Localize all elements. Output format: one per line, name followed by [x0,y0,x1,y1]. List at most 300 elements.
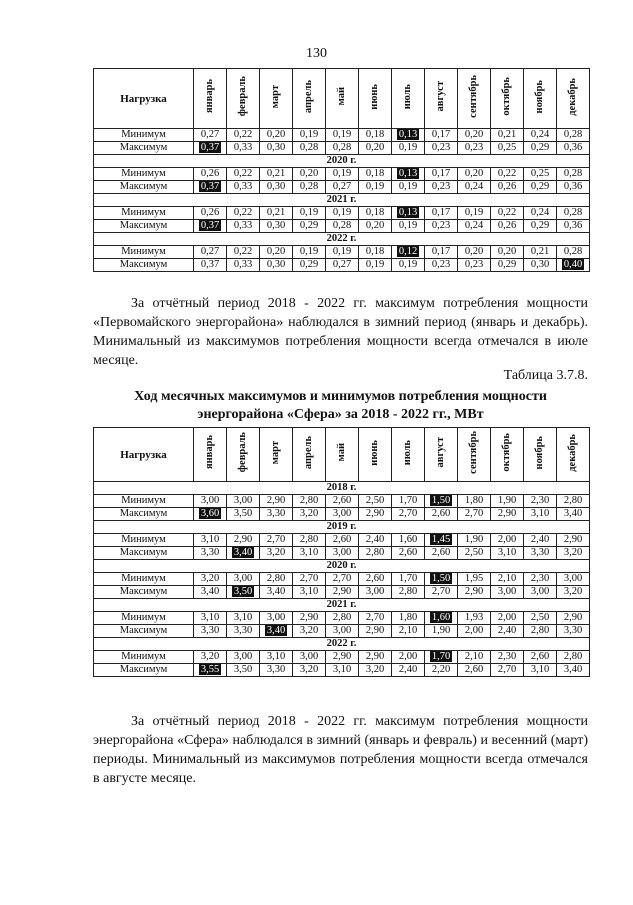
table-cell: 3,20 [293,664,326,677]
table-cell: 0,19 [326,207,359,220]
year-label: 2021 г. [94,194,590,207]
header-month [524,428,557,482]
table-header-row [94,69,590,129]
highlighted-value: 0,12 [398,246,418,257]
table-cell: 0,25 [524,168,557,181]
table-cell: 3,40 [194,586,227,599]
table-cell: 3,00 [260,612,293,625]
table-cell: 0,19 [326,168,359,181]
table-cell: 0,24 [458,181,491,194]
row-label: Минимум [94,534,194,547]
table-cell: 0,28 [326,220,359,233]
table-cell: 0,24 [458,220,491,233]
table-cell: 3,30 [260,664,293,677]
year-row [94,638,590,651]
header-month [392,428,425,482]
table-cell: 2,80 [524,625,557,638]
header-month [194,428,227,482]
table-cell: 2,90 [557,612,590,625]
table-cell: 2,60 [425,547,458,560]
table-cell: 2,10 [491,573,524,586]
table-cell [260,625,293,638]
table-number: Таблица 3.7.8. [503,368,588,383]
table-row [94,586,590,599]
table-cell: 2,70 [326,573,359,586]
table-cell: 2,50 [524,612,557,625]
table-cell: 2,50 [359,495,392,508]
table-cell: 3,20 [260,547,293,560]
table-cell: 0,22 [227,168,260,181]
table-row [94,142,590,155]
table-cell: 0,28 [293,142,326,155]
table-cell: 0,19 [392,259,425,272]
month-label: сентябрь [468,431,479,474]
table-cell: 0,23 [425,181,458,194]
table-cell: 0,26 [194,168,227,181]
header-month [425,69,458,129]
highlighted-value: 3,40 [233,547,253,558]
table-cell [557,259,590,272]
table-cell: 2,90 [359,508,392,521]
year-row [94,233,590,246]
month-label: апрель [303,79,314,114]
year-row [94,560,590,573]
table-cell: 2,80 [326,612,359,625]
table-cell: 0,17 [425,246,458,259]
table-cell: 3,40 [557,508,590,521]
table-cell: 3,00 [326,547,359,560]
year-row [94,194,590,207]
table-cell: 2,00 [458,625,491,638]
table-cell: 0,28 [326,142,359,155]
table-cell: 2,40 [392,664,425,677]
header-month [227,428,260,482]
table-cell: 3,10 [293,547,326,560]
table-cell: 0,21 [524,246,557,259]
table-cell: 2,90 [491,508,524,521]
table-cell: 2,90 [326,651,359,664]
table-cell: 0,28 [293,181,326,194]
table-cell: 3,10 [524,664,557,677]
highlighted-value: 1,70 [431,651,451,662]
table-cell: 2,30 [524,495,557,508]
table-cell: 0,17 [425,129,458,142]
table-cell [392,207,425,220]
header-month [293,428,326,482]
table-row [94,246,590,259]
highlighted-value: 0,37 [200,181,220,192]
table-cell: 3,10 [293,586,326,599]
month-label: октябрь [501,433,512,472]
table-cell: 0,21 [260,207,293,220]
table-cell: 3,00 [227,495,260,508]
table-row [94,220,590,233]
row-label: Максимум [94,181,194,194]
month-label: июль [402,439,413,466]
table-row [94,547,590,560]
year-label: 2019 г. [94,521,590,534]
table-cell: 2,80 [260,573,293,586]
table-cell: 2,60 [359,573,392,586]
table-cell: 0,19 [392,181,425,194]
table-title: Ход месячных максимумов и минимумов потребления мощности энергорайона «Сфера» за 2018 - 2022 гг., МВт [134,389,547,422]
table-cell [194,142,227,155]
table-cell: 2,70 [458,508,491,521]
year-row [94,482,590,495]
table-cell: 0,36 [557,181,590,194]
table-cell: 3,00 [326,508,359,521]
table-cell: 0,29 [524,220,557,233]
table-row [94,612,590,625]
table-pervomaisky [93,68,590,272]
table-cell: 0,20 [359,142,392,155]
table-cell: 0,33 [227,259,260,272]
table-cell: 1,70 [392,573,425,586]
table-cell: 0,20 [293,168,326,181]
table-row [94,664,590,677]
table-row [94,625,590,638]
table-cell: 3,30 [557,625,590,638]
table-cell: 3,10 [227,612,260,625]
row-label: Минимум [94,612,194,625]
table-cell: 1,90 [491,495,524,508]
table-cell [425,651,458,664]
table-cell: 0,19 [326,246,359,259]
table-cell: 0,20 [458,246,491,259]
table-cell: 2,60 [326,495,359,508]
highlighted-value: 0,37 [200,142,220,153]
highlighted-value: 0,13 [398,129,418,140]
year-label: 2021 г. [94,599,590,612]
paragraph-sfera: За отчётный период 2018 - 2022 гг. максимум потребления мощности энергорайона «Сфера» наблюдался в зимний (январь и февраль) и весенний (март) периоды. Минимальный из максимумов потребления мощности всегда отмечался в августе месяце. [93,714,588,786]
table-cell: 0,17 [425,168,458,181]
highlighted-value: 0,13 [398,168,418,179]
table-cell: 0,18 [359,207,392,220]
table-cell: 2,20 [425,664,458,677]
header-month [260,69,293,129]
table-cell: 0,26 [491,220,524,233]
month-label: сентябрь [468,75,479,118]
table-cell [392,168,425,181]
table-cell: 1,80 [392,612,425,625]
table-cell: 0,30 [260,259,293,272]
table-cell: 3,20 [194,573,227,586]
table-cell: 3,30 [194,547,227,560]
table-cell: 3,40 [557,664,590,677]
table-cell: 0,26 [194,207,227,220]
table-cell [425,534,458,547]
table-cell: 0,19 [293,207,326,220]
table-cell: 2,80 [359,547,392,560]
table-cell [194,220,227,233]
table-cell: 2,90 [260,495,293,508]
table-sfera [93,427,590,677]
table-cell: 3,20 [557,547,590,560]
table-cell [425,495,458,508]
highlighted-value: 3,60 [200,508,220,519]
table-row [94,534,590,547]
table-cell: 0,19 [293,246,326,259]
table-cell: 0,19 [392,142,425,155]
table-cell: 2,90 [326,586,359,599]
table-cell: 0,18 [359,129,392,142]
table-cell: 3,00 [326,625,359,638]
highlighted-value: 3,40 [266,625,286,636]
month-label: май [336,443,347,462]
table-cell: 0,21 [260,168,293,181]
table-cell: 3,00 [524,586,557,599]
table-cell: 3,20 [194,651,227,664]
table-row [94,573,590,586]
table-cell: 0,30 [524,259,557,272]
row-label: Минимум [94,246,194,259]
table-cell: 2,60 [425,508,458,521]
table-cell: 2,10 [458,651,491,664]
header-month [557,69,590,129]
table-cell: 1,93 [458,612,491,625]
table-cell: 3,00 [557,573,590,586]
month-label: август [435,81,446,112]
header-month [326,69,359,129]
table-cell: 0,20 [260,246,293,259]
row-label: Максимум [94,220,194,233]
table-cell [425,573,458,586]
table-cell: 1,70 [392,495,425,508]
header-month [260,428,293,482]
table-cell: 2,70 [359,612,392,625]
table-cell: 1,95 [458,573,491,586]
page-number: 130 [306,46,327,61]
table-cell: 3,50 [227,664,260,677]
table-cell: 0,21 [491,129,524,142]
year-label: 2018 г. [94,482,590,495]
row-label: Минимум [94,168,194,181]
highlighted-value: 0,13 [398,207,418,218]
table-cell [194,664,227,677]
month-label: март [270,84,281,109]
table-cell: 2,80 [557,651,590,664]
year-label: 2020 г. [94,560,590,573]
row-label: Минимум [94,495,194,508]
year-label: 2022 г. [94,638,590,651]
table-cell: 0,20 [491,246,524,259]
row-label: Максимум [94,547,194,560]
table-cell: 0,23 [425,220,458,233]
table-row [94,651,590,664]
table-cell: 2,70 [293,573,326,586]
header-month [425,428,458,482]
table-cell: 2,50 [458,547,491,560]
table-cell: 2,90 [557,534,590,547]
table-cell: 0,30 [260,142,293,155]
year-label: 2020 г. [94,155,590,168]
table-cell: 2,40 [491,625,524,638]
table-cell [194,508,227,521]
month-label: июль [402,83,413,110]
table-cell: 3,10 [260,651,293,664]
table-cell: 3,10 [194,612,227,625]
table-cell: 3,20 [557,586,590,599]
year-row [94,155,590,168]
table-cell: 2,90 [359,625,392,638]
table-cell: 3,30 [227,625,260,638]
table-cell: 0,25 [491,142,524,155]
table-cell: 1,60 [392,534,425,547]
table-cell: 2,60 [326,534,359,547]
month-label: октябрь [501,77,512,116]
table-cell: 3,10 [524,508,557,521]
month-label: январь [204,79,215,114]
table-cell: 0,27 [326,181,359,194]
highlighted-value: 0,37 [200,220,220,231]
table-cell: 0,22 [227,129,260,142]
highlighted-value: 1,50 [431,495,451,506]
table-cell: 3,40 [260,586,293,599]
table-cell: 0,19 [359,181,392,194]
table-cell: 0,22 [227,246,260,259]
table-cell: 0,20 [458,168,491,181]
header-month [491,69,524,129]
year-label: 2022 г. [94,233,590,246]
table-cell: 0,17 [425,207,458,220]
row-label: Максимум [94,259,194,272]
table-cell: 0,33 [227,220,260,233]
table-cell: 0,27 [194,246,227,259]
table-cell: 2,90 [293,612,326,625]
month-label: ноябрь [534,435,545,470]
table-cell: 2,00 [491,534,524,547]
table-cell: 2,80 [557,495,590,508]
year-row [94,599,590,612]
table-row [94,259,590,272]
table-row [94,207,590,220]
table-cell: 0,27 [194,129,227,142]
month-label: ноябрь [534,79,545,114]
table-cell: 2,60 [524,651,557,664]
header-month [458,428,491,482]
table-cell: 3,20 [359,664,392,677]
table-cell: 3,20 [293,625,326,638]
table-cell: 3,10 [194,534,227,547]
row-label: Максимум [94,508,194,521]
header-month [392,69,425,129]
row-label: Минимум [94,129,194,142]
table-cell: 0,22 [491,168,524,181]
table-cell: 1,90 [458,534,491,547]
table-cell: 0,23 [458,142,491,155]
table-cell: 2,90 [359,651,392,664]
table-row [94,495,590,508]
table-cell: 0,33 [227,142,260,155]
table-cell: 1,80 [458,495,491,508]
table-cell: 0,19 [392,220,425,233]
table-cell: 0,33 [227,181,260,194]
table-cell: 0,24 [524,129,557,142]
row-label: Минимум [94,651,194,664]
table-cell: 2,70 [392,508,425,521]
row-label: Минимум [94,573,194,586]
table-cell: 3,10 [491,547,524,560]
table-cell: 2,80 [293,495,326,508]
highlighted-value: 3,50 [233,586,253,597]
table-cell: 0,27 [326,259,359,272]
table-cell [227,547,260,560]
table-cell: 3,30 [260,508,293,521]
table-cell: 3,30 [524,547,557,560]
table-cell: 0,23 [425,142,458,155]
table-cell: 3,30 [194,625,227,638]
table-cell: 0,18 [359,168,392,181]
highlighted-value: 1,60 [431,612,451,623]
table-cell [227,586,260,599]
highlighted-value: 1,50 [431,573,451,584]
row-label: Максимум [94,142,194,155]
table-row [94,129,590,142]
table-cell: 0,36 [557,142,590,155]
table-cell: 0,30 [260,220,293,233]
table-cell: 0,29 [524,181,557,194]
table-cell: 3,00 [293,651,326,664]
month-label: декабрь [567,77,578,116]
row-label: Максимум [94,664,194,677]
header-month [557,428,590,482]
table-cell: 0,28 [557,246,590,259]
table-cell: 2,90 [458,586,491,599]
table-cell: 0,18 [359,246,392,259]
table-header-row [94,428,590,482]
month-label: январь [204,435,215,470]
header-load-label: Нагрузка [94,69,194,129]
highlighted-value: 3,55 [200,664,220,675]
year-row [94,521,590,534]
table-row [94,181,590,194]
table-cell: 0,26 [491,181,524,194]
table-cell: 3,00 [359,586,392,599]
header-month [326,428,359,482]
header-month [194,69,227,129]
header-month [524,69,557,129]
table-cell: 3,00 [491,586,524,599]
table-cell: 0,20 [458,129,491,142]
paragraph-pervomaisky: За отчётный период 2018 - 2022 гг. максимум потребления мощности «Первомайского энергорайона» наблюдался в зимний период (январь и декабрь). Минимальный из максимумов потребления мощности всегда отмечался в июле месяце. [93,296,588,368]
table-cell: 0,29 [524,142,557,155]
table-cell: 2,80 [392,586,425,599]
table-cell: 3,00 [227,651,260,664]
header-month [359,69,392,129]
table-cell: 0,19 [359,259,392,272]
table-cell: 0,29 [293,220,326,233]
table-cell: 2,90 [227,534,260,547]
table-cell: 2,70 [491,664,524,677]
table-row [94,508,590,521]
table-cell: 3,00 [227,573,260,586]
table-cell [194,181,227,194]
table-cell: 0,22 [227,207,260,220]
table-cell: 0,28 [557,168,590,181]
table-cell: 2,30 [524,573,557,586]
table-cell: 2,70 [260,534,293,547]
header-month [227,69,260,129]
table-cell: 0,19 [326,129,359,142]
table-cell [392,246,425,259]
table-cell: 2,60 [458,664,491,677]
table-cell: 2,80 [293,534,326,547]
table-cell: 2,40 [524,534,557,547]
table-cell: 0,20 [260,129,293,142]
header-month [491,428,524,482]
table-cell: 2,30 [491,651,524,664]
table-cell: 0,37 [194,259,227,272]
